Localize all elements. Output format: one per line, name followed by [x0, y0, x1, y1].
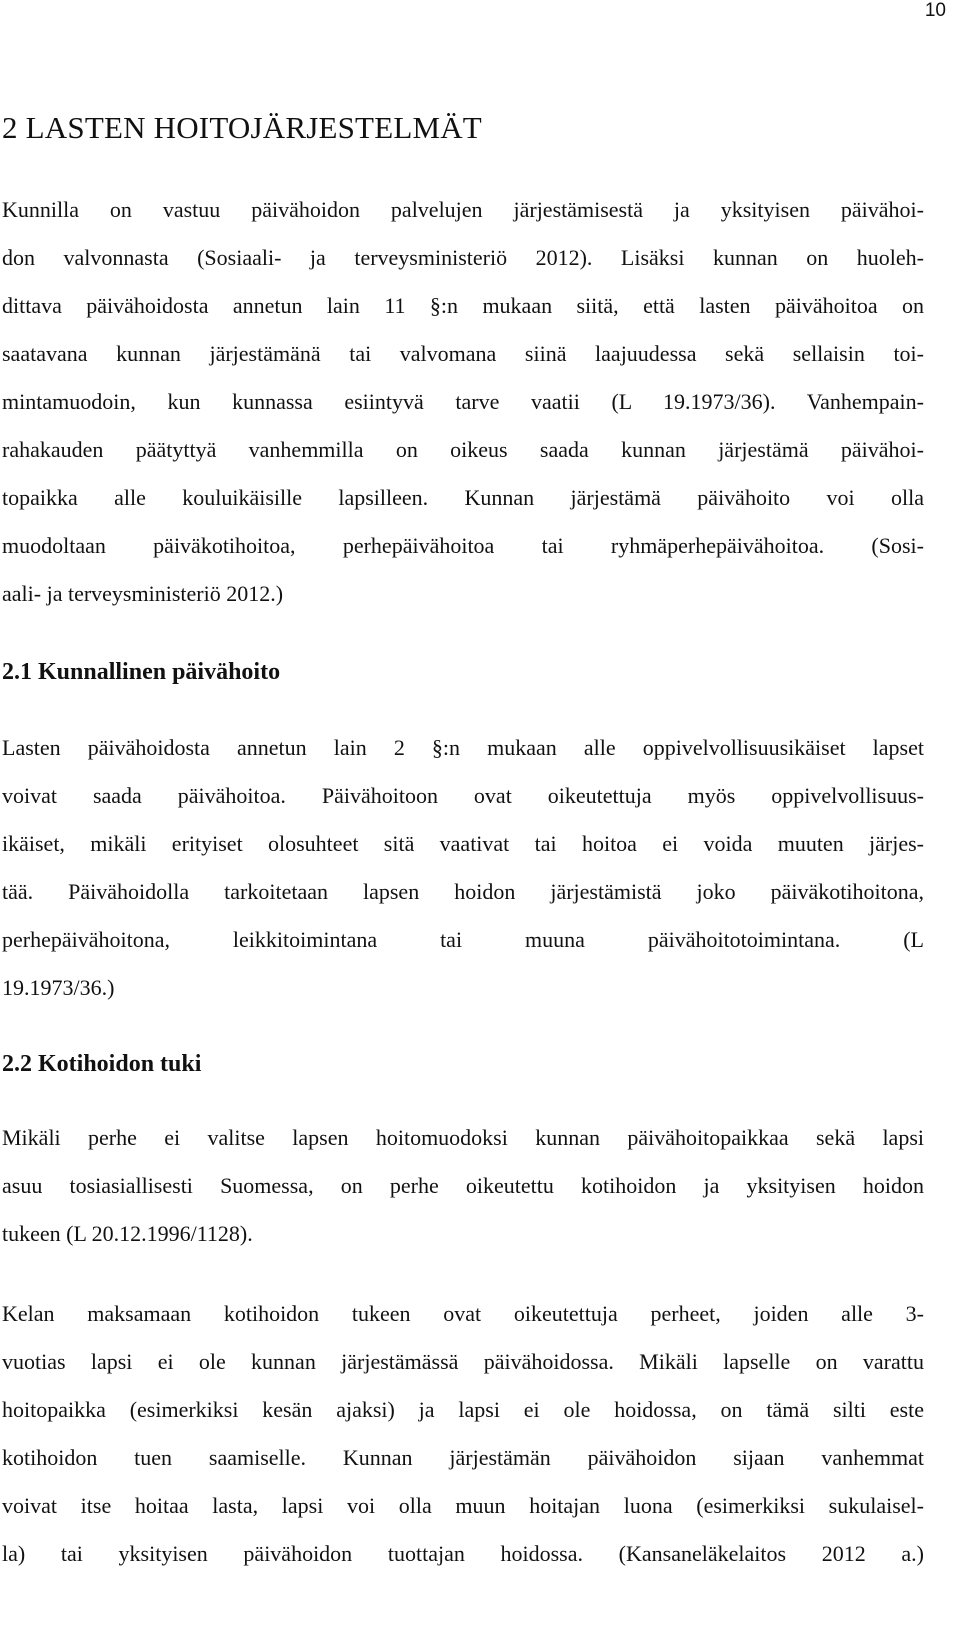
- paragraph-line: Kelan maksamaan kotihoidon tukeen ovat oikeutettuja perheet, joiden alle 3-: [2, 1301, 924, 1326]
- section-heading-kunnallinen-paivahoito: 2.1 Kunnallinen päivähoito: [2, 659, 281, 685]
- paragraph-line: aali- ja terveysministeriö 2012.): [2, 581, 284, 606]
- chapter-title: 2 LASTEN HOITOJÄRJESTELMÄT: [2, 110, 482, 145]
- paragraph-line: don valvonnasta (Sosiaali- ja terveysministeriö 2012). Lisäksi kunnan on huoleh-: [2, 245, 924, 270]
- paragraph-line: perhepäivähoitona, leikkitoimintana tai muuna päivähoitotoimintana. (L: [2, 927, 924, 952]
- kunnallinen-paivahoito-paragraph: [2, 724, 924, 1012]
- paragraph-line: tää. Päivähoidolla tarkoitetaan lapsen hoidon järjestämistä joko päiväkotihoitona,: [2, 879, 924, 904]
- paragraph-line: ikäiset, mikäli erityiset olosuhteet sitä vaativat tai hoitoa ei voida muuten järjes-: [2, 831, 924, 856]
- paragraph-line: Kunnilla on vastuu päivähoidon palvelujen järjestämisestä ja yksityisen päivähoi-: [2, 197, 924, 222]
- kotihoidon-tuki-paragraph-1: [2, 1114, 924, 1258]
- paragraph-line: Lasten päivähoidosta annetun lain 2 §:n mukaan alle oppivelvollisuusikäiset lapset: [2, 735, 924, 760]
- paragraph-line: la) tai yksityisen päivähoidon tuottajan hoidossa. (Kansaneläkelaitos 2012 a.): [2, 1541, 924, 1566]
- paragraph-line: voivat itse hoitaa lasta, lapsi voi olla muun hoitajan luona (esimerkiksi sukulaisel-: [2, 1493, 924, 1518]
- paragraph-line: asuu tosiasiallisesti Suomessa, on perhe oikeutettu kotihoidon ja yksityisen hoidon: [2, 1173, 924, 1198]
- paragraph-line: voivat saada päivähoitoa. Päivähoitoon ovat oikeutettuja myös oppivelvollisuus-: [2, 783, 924, 808]
- paragraph-line: Mikäli perhe ei valitse lapsen hoitomuodoksi kunnan päivähoitopaikkaa sekä lapsi: [2, 1125, 924, 1150]
- paragraph-line: muodoltaan päiväkotihoitoa, perhepäivähoitoa tai ryhmäperhepäivähoitoa. (Sosi-: [2, 533, 924, 558]
- kotihoidon-tuki-paragraph-2: [2, 1290, 924, 1578]
- paragraph-line: vuotias lapsi ei ole kunnan järjestämässä päivähoidossa. Mikäli lapselle on varattu: [2, 1349, 924, 1374]
- section-heading-kotihoidon-tuki: 2.2 Kotihoidon tuki: [2, 1051, 202, 1077]
- paragraph-line: 19.1973/36.): [2, 975, 115, 1000]
- paragraph-line: tukeen (L 20.12.1996/1128).: [2, 1221, 253, 1246]
- intro-paragraph: [2, 186, 924, 618]
- page-number: 10: [924, 0, 946, 21]
- paragraph-line: kotihoidon tuen saamiselle. Kunnan järjestämän päivähoidon sijaan vanhemmat: [2, 1445, 924, 1470]
- paragraph-line: dittava päivähoidosta annetun lain 11 §:n mukaan siitä, että lasten päivähoitoa on: [2, 293, 924, 318]
- paragraph-line: saatavana kunnan järjestämänä tai valvomana siinä laajuudessa sekä sellaisin toi-: [2, 341, 924, 366]
- paragraph-line: mintamuodoin, kun kunnassa esiintyvä tarve vaatii (L 19.1973/36). Vanhempain-: [2, 389, 924, 414]
- paragraph-line: rahakauden päätyttyä vanhemmilla on oikeus saada kunnan järjestämä päivähoi-: [2, 437, 924, 462]
- paragraph-line: topaikka alle kouluikäisille lapsilleen. Kunnan järjestämä päivähoito voi olla: [2, 485, 924, 510]
- paragraph-line: hoitopaikka (esimerkiksi kesän ajaksi) ja lapsi ei ole hoidossa, on tämä silti este: [2, 1397, 924, 1422]
